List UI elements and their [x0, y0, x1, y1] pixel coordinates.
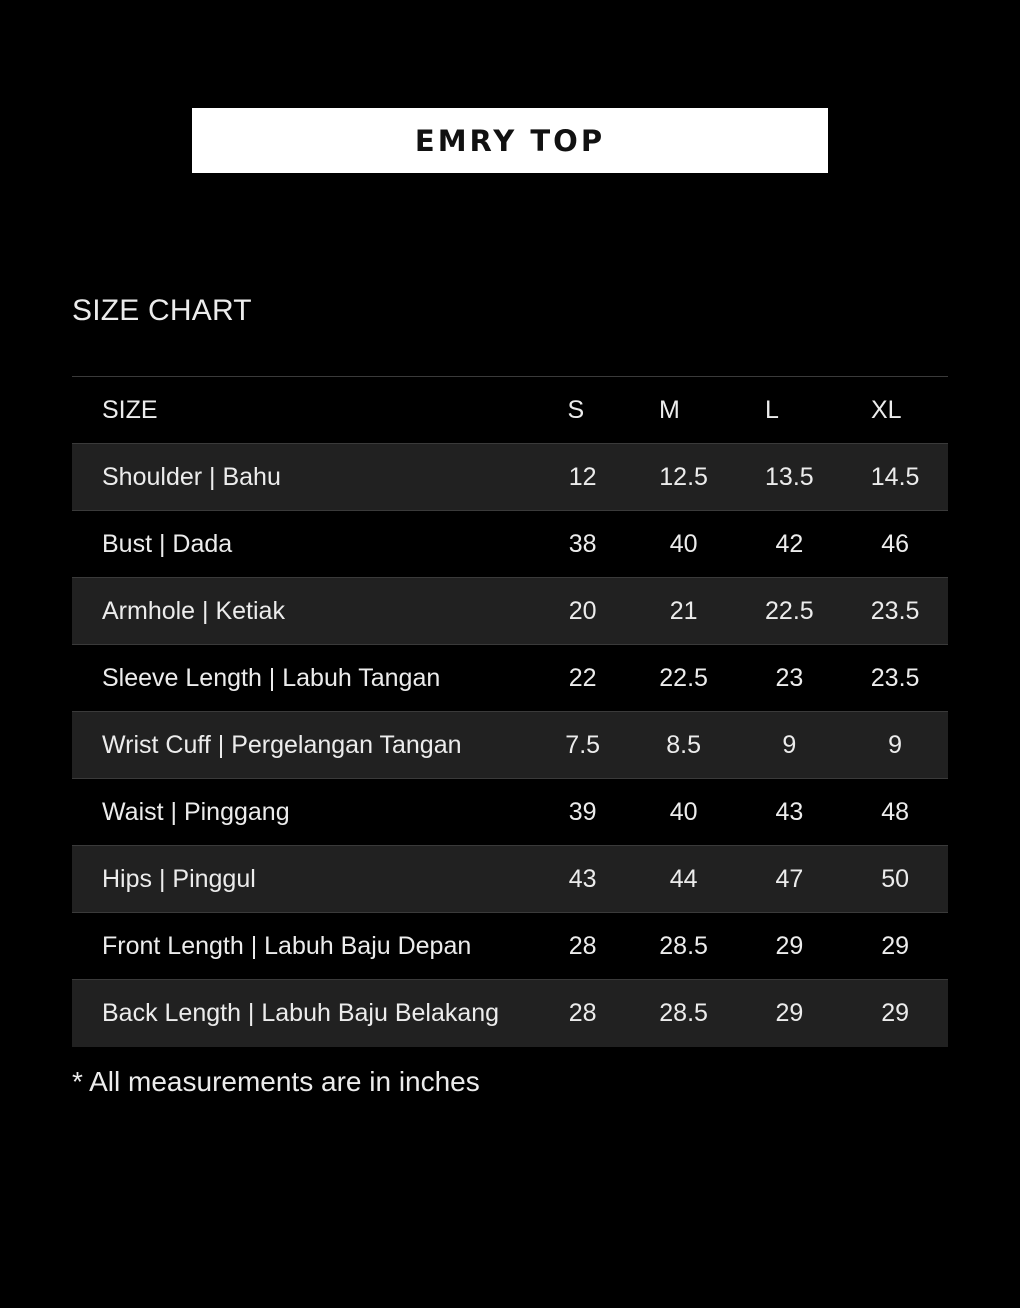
table-row — [72, 578, 948, 645]
measurement-value: 28 — [568, 931, 597, 960]
measurement-value: 42 — [775, 529, 804, 558]
measurement-value: 28.5 — [659, 999, 708, 1027]
measurement-label: Hips | Pinggul — [102, 864, 256, 893]
measurement-value: 20 — [568, 596, 597, 625]
measurement-value: 7.5 — [565, 730, 601, 759]
header-size: SIZE — [102, 395, 158, 424]
measurement-value: 12 — [568, 462, 597, 491]
measurement-value: 40 — [669, 797, 698, 826]
table-row — [72, 444, 948, 511]
measurement-label: Waist | Pinggang — [102, 797, 290, 826]
measurement-label: Shoulder | Bahu — [102, 462, 281, 491]
header-s: S — [567, 395, 585, 424]
product-title: EMRY TOP — [414, 123, 606, 158]
measurement-value: 22 — [568, 663, 597, 692]
measurement-label: Sleeve Length | Labuh Tangan — [102, 663, 441, 692]
table-body — [72, 444, 948, 1047]
table-row — [72, 779, 948, 846]
measurement-value: 13.5 — [765, 462, 814, 491]
table-row — [72, 980, 948, 1047]
measurement-value: 28.5 — [659, 931, 708, 960]
measurement-value: 29 — [881, 999, 910, 1027]
table-row — [72, 712, 948, 779]
measurement-value: 46 — [881, 529, 910, 558]
measurement-value: 47 — [775, 864, 804, 893]
table-row — [72, 511, 948, 578]
table-row — [72, 913, 948, 980]
measurement-value: 9 — [782, 730, 797, 759]
measurement-value: 44 — [669, 864, 698, 893]
measurement-value: 29 — [775, 999, 804, 1027]
measurement-label: Back Length | Labuh Baju Belakang — [102, 999, 500, 1027]
measurement-label: Wrist Cuff | Pergelangan Tangan — [102, 730, 462, 759]
measurement-value: 23 — [775, 663, 804, 692]
measurement-value: 22.5 — [659, 663, 708, 692]
measurement-value: 38 — [568, 529, 597, 558]
measurement-value: 9 — [888, 730, 903, 759]
measurement-value: 23.5 — [870, 596, 920, 625]
measurement-value: 22.5 — [765, 596, 814, 625]
header-m: M — [659, 395, 680, 424]
measurement-value: 39 — [568, 797, 597, 826]
measurement-value: 43 — [568, 864, 597, 893]
header-l: L — [764, 395, 779, 424]
measurement-value: 43 — [775, 797, 804, 826]
measurement-value: 21 — [669, 596, 698, 625]
measurement-label: Bust | Dada — [102, 529, 233, 558]
table-row — [72, 846, 948, 913]
measurement-value: 28 — [568, 999, 597, 1027]
size-chart-heading: SIZE CHART — [72, 294, 252, 327]
header-xl: XL — [870, 395, 902, 424]
table-header-row — [72, 377, 948, 444]
measurement-value: 12.5 — [659, 462, 708, 491]
measurement-footnote: * All measurements are in inches — [72, 1066, 480, 1097]
measurement-value: 8.5 — [666, 730, 701, 759]
measurement-value: 14.5 — [870, 462, 920, 491]
measurement-label: Armhole | Ketiak — [102, 596, 285, 625]
measurement-value: 23.5 — [870, 663, 920, 692]
measurement-value: 48 — [881, 797, 910, 826]
measurement-value: 40 — [669, 529, 698, 558]
measurement-label: Front Length | Labuh Baju Depan — [102, 931, 472, 960]
title-banner — [192, 108, 828, 173]
measurement-value: 50 — [881, 864, 910, 893]
size-chart-table — [72, 376, 948, 1047]
measurement-value: 29 — [775, 931, 804, 960]
measurement-value: 29 — [881, 931, 910, 960]
table-row — [72, 645, 948, 712]
